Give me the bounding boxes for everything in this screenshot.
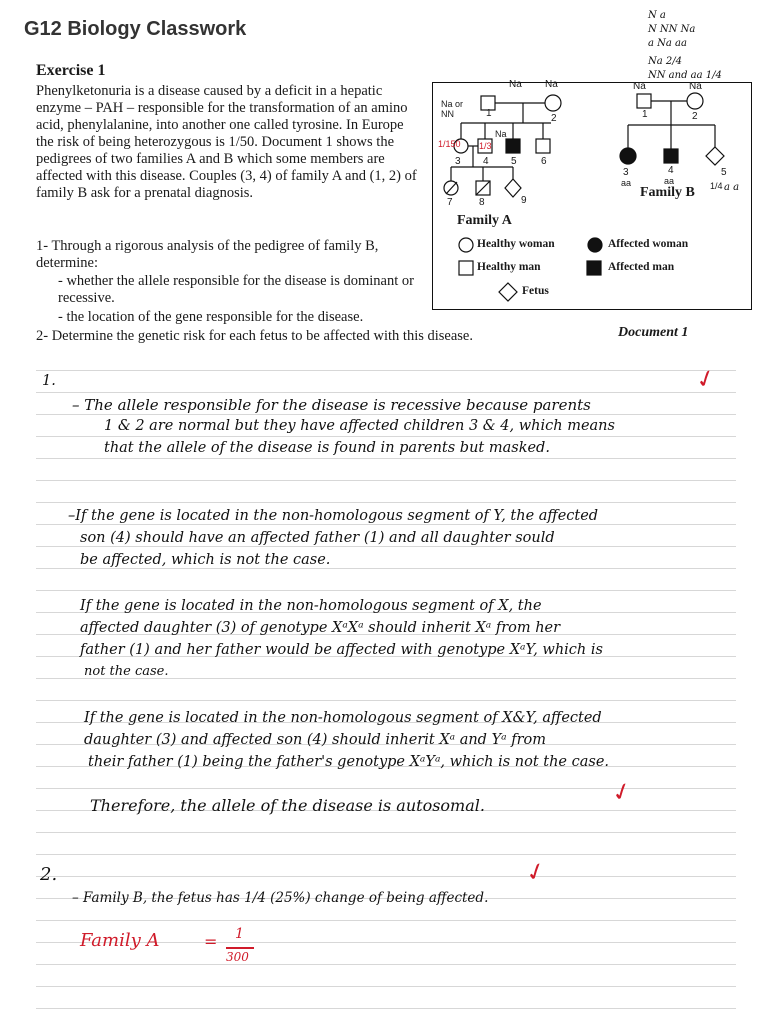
answer-xy-line-1: If the gene is located in the non-homologous segment of X&Y, affected [84,710,602,726]
answer-2-label: 2. [40,864,58,885]
legend-healthy-woman-symbol [459,238,473,252]
label-a5: 5 [511,156,517,167]
answer-fraction-bar [226,947,254,949]
label-b1: 1 [642,109,648,120]
answer-xy-line-3: their father (1) being the father's genotype XᵃYᵃ, which is not the case. [88,754,610,770]
answer-fraction-denominator: 300 [226,950,249,964]
page-title: G12 Biology Classwork [24,18,247,40]
note-top-right-2: N NN Na [648,24,696,35]
note-top-right-6: a a [724,182,740,193]
red-check-1: ✓ [692,363,720,396]
annot-a-na-or-nn: Na or NN [441,99,464,119]
answer-xy-line-2: daughter (3) and affected son (4) should inherit Xᵃ and Yᵃ from [84,732,546,748]
note-top-right-4: Na 2/4 [648,56,682,67]
pedigree-drawing [433,83,751,309]
annot-b-father: Na [633,81,646,92]
family-b-fetus-5 [706,147,724,165]
question-2: 2- Determine the genetic risk for each fetus to be affected with this disease. [36,328,473,344]
legend-affected-man-symbol [587,261,601,275]
label-a8: 8 [479,197,485,208]
annot-a-mother: Na [545,79,558,90]
note-top-right-3: a Na aa [648,38,687,49]
note-top-right-5: NN and aa 1/4 [648,70,722,81]
label-a4: 4 [483,156,489,167]
legend-affected-woman: Affected woman [608,238,689,250]
exercise-block [36,62,421,202]
exercise-text: Phenylketonuria is a disease caused by a deficit in a hepatic enzyme – PAH – responsible for the transformation of an amino acid, phenylalanine, into another one called tyrosine. In Europe the risk of being heterozygous is 1/50. Document 1 shows the pedigrees of two families A and B which some members are affected with this disease. Couples (3, 4) of family A and (1, 2) of family B ask for a prenatal diagnosis. [36,83,417,201]
answer-y-line-2: son (4) should have an affected father (1) and all daughter sould [80,530,555,546]
family-a-mother [545,95,561,111]
family-a-person-5 [506,139,520,153]
annot-b4-aa: aa [664,176,675,186]
question-1: 1- Through a rigorous analysis of the pedigree of family B, determine: [36,238,379,271]
family-b-label: Family B [640,185,695,200]
exercise-title: Exercise 1 [36,62,106,79]
label-b5: 5 [721,167,727,178]
answer-conclusion: Therefore, the allele of the disease is autosomal. [90,796,485,815]
family-b-person-4 [664,149,678,163]
answer-x-line-4: not the case. [84,664,169,679]
answer-x-line-2: affected daughter (3) of genotype XᵃXᵃ should inherit Xᵃ from her [80,620,561,636]
ruled-answer-area [36,370,736,1010]
answer-x-line-1: If the gene is located in the non-homologous segment of X, the [80,598,542,614]
label-b3: 3 [623,167,629,178]
answer-recessive-line-2: 1 & 2 are normal but they have affected children 3 & 4, which means [104,418,615,434]
annot-b-mother: Na [689,81,702,92]
document-caption: Document 1 [618,325,689,340]
label-a6: 6 [541,156,547,167]
legend-fetus: Fetus [522,285,549,297]
legend-healthy-man: Healthy man [477,261,541,273]
answer-family-b: – Family B, the fetus has 1/4 (25%) change of being affected. [72,890,489,906]
answer-recessive-line-1: – The allele responsible for the disease is recessive because parents [72,396,591,414]
legend-healthy-woman: Healthy woman [477,238,555,250]
red-check-2: ✓ [608,776,636,809]
question-1b: - the location of the gene responsible for the disease. [58,309,364,325]
annot-a-father: Na [509,79,522,90]
label-a2: 2 [551,113,557,124]
legend-affected-woman-symbol [588,238,602,252]
answer-fraction-numerator: 1 [235,926,244,942]
red-check-3: ✓ [522,856,550,889]
note-top-right-1: N a [648,10,666,21]
annot-b3-aa: aa [621,178,632,188]
label-a9: 9 [521,195,527,206]
answer-y-line-1: –If the gene is located in the non-homologous segment of Y, the affected [68,508,599,524]
pedigree-document [432,79,752,310]
answer-family-a-label: Family A [80,930,160,951]
answer-x-line-3: father (1) and her father would be affected with genotype XᵃY, which is [80,642,603,658]
family-a-fetus-9 [505,179,521,197]
label-a1: 1 [486,108,492,119]
answer-1-label: 1. [42,373,56,389]
legend-healthy-man-symbol [459,261,473,275]
family-a-label: Family A [457,213,512,228]
family-b-father [637,94,651,108]
family-b-person-3 [620,148,636,164]
annot-a-frac-1-3: 1/3 [479,141,492,151]
legend-fetus-symbol [499,283,517,301]
legend-affected-man: Affected man [608,261,675,273]
label-b2: 2 [692,111,698,122]
annot-a-frac-1-150: 1/150 [438,139,461,149]
label-a3: 3 [455,156,461,167]
family-a-person-6 [536,139,550,153]
answer-recessive-line-3: that the allele of the disease is found in parents but masked. [104,440,550,456]
answer-equals: = [204,932,218,951]
label-b4: 4 [668,165,674,176]
answer-y-line-3: be affected, which is not the case. [80,552,331,568]
annot-b5-frac: 1/4 [710,181,723,191]
family-b-mother [687,93,703,109]
annot-a-na: Na [495,129,507,139]
question-1a: - whether the allele responsible for the disease is dominant or recessive. [58,273,414,306]
label-a7: 7 [447,197,453,208]
